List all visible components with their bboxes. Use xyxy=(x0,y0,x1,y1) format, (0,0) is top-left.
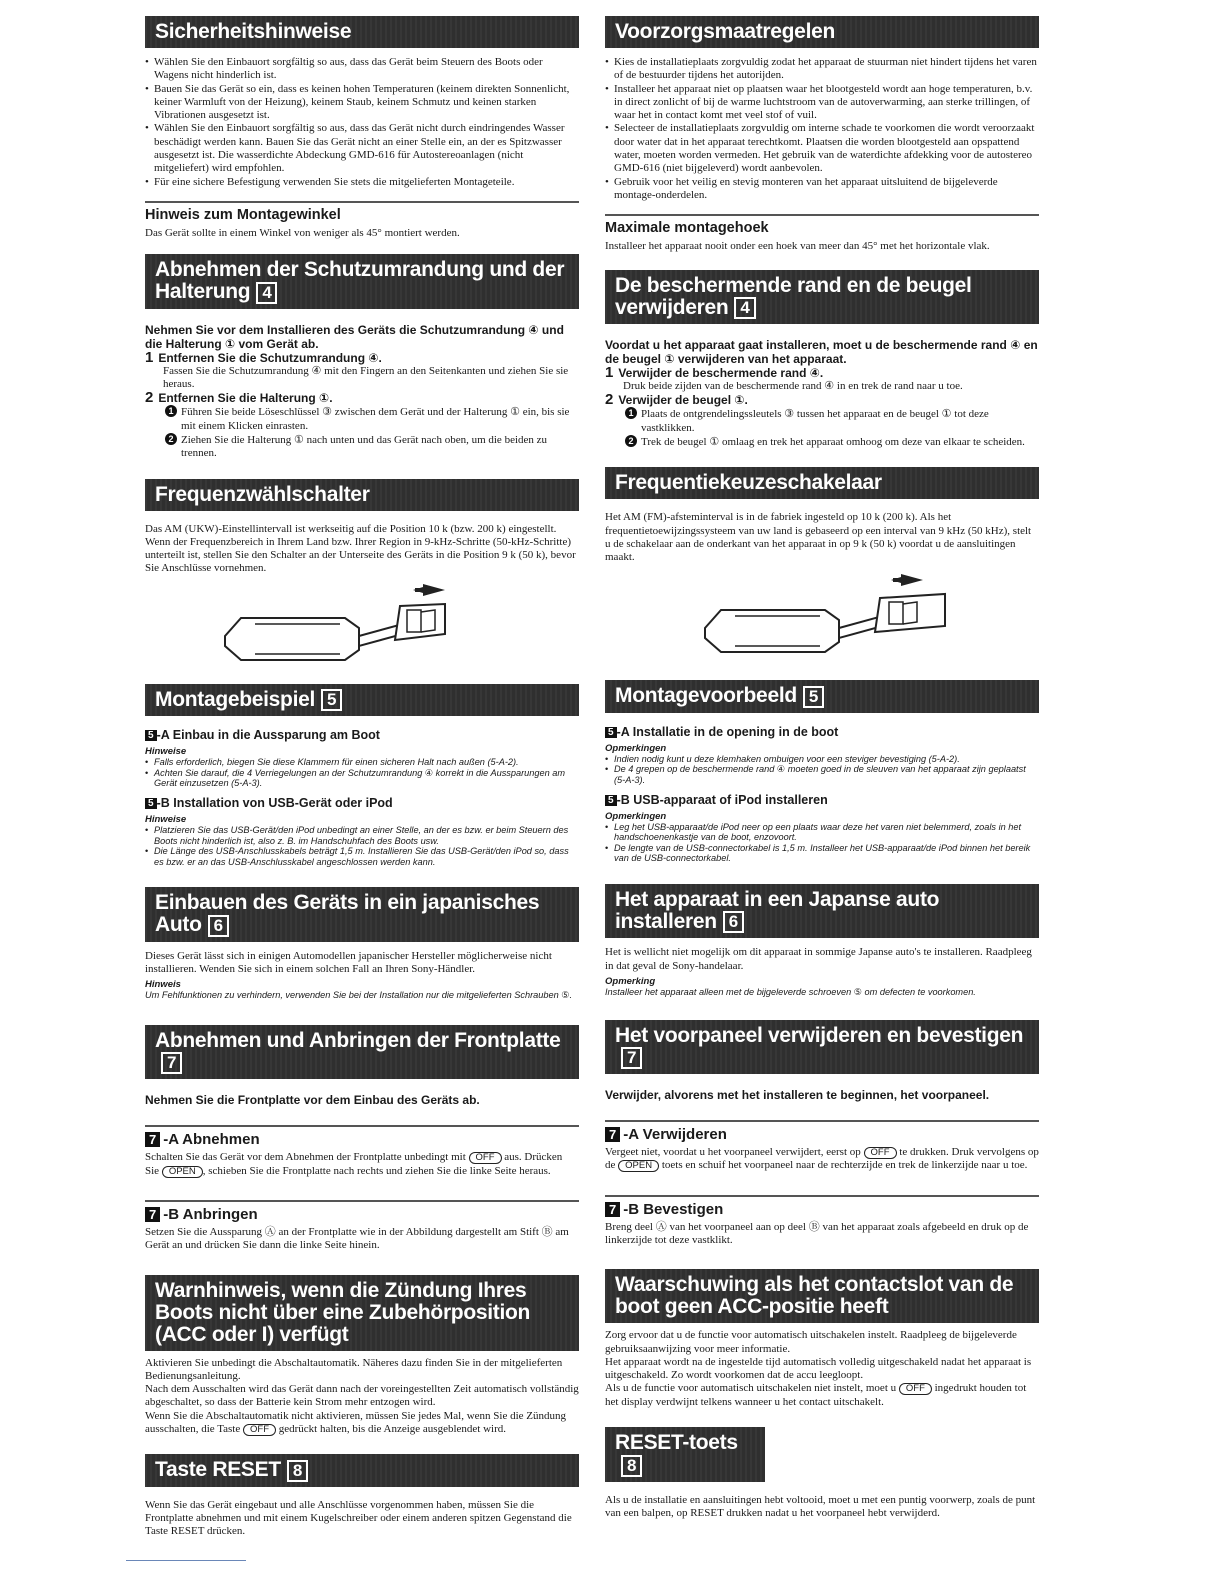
section-number-badge: 7 xyxy=(621,1047,642,1069)
paragraph: Aktivieren Sie unbedingt die Abschaltautomatik. Näheres dazu finden Sie in der mitgelieferten Bedienungsanleitung. xyxy=(145,1356,563,1382)
notes-heading: Opmerkingen xyxy=(605,810,667,822)
notes-list xyxy=(605,754,1039,786)
notes-heading: Hinweis xyxy=(145,979,181,991)
section-title-front-panel xyxy=(145,1025,579,1079)
list-item: • Für eine sichere Befestigung verwenden Sie stets die mitgelieferten Montageteile. xyxy=(145,176,579,189)
off-button-label: OFF xyxy=(243,1424,276,1436)
section-title-acc-warning xyxy=(605,1269,1039,1323)
subsection-title xyxy=(145,1125,579,1148)
section-title-acc-warning xyxy=(145,1275,579,1351)
substep-1 xyxy=(145,405,579,433)
notes-heading: Hinweise xyxy=(145,746,187,758)
section-title-remove-surround xyxy=(605,270,1039,324)
subsection-title-text: -B Bevestigen xyxy=(623,1200,724,1218)
section-title-text: Abnehmen der Schutzumrandung und der Halterung xyxy=(155,258,565,304)
footer-rule xyxy=(126,1560,246,1561)
list-item: • Selecteer de installatieplaats zorgvuldig om interne schade te voorkomen die wordt veroorzaakt door water dat in het apparaat terechtkomt. Plaatsen die worden blootgesteld aan opspattend water, moeten worden vermeden. Het gebruik van de waterdichte afdekking voor de autostereo GMD-616 (niet bijgeleverd) wordt aanbevolen. xyxy=(605,122,1039,175)
section-title-text: Warnhinweis, wenn die Zündung Ihres Boots nicht über eine Zubehörposition (ACC oder I) verfügt xyxy=(155,1278,531,1346)
paragraph: Dieses Gerät lässt sich in einigen Automodellen japanischer Hersteller möglicherweise nicht installieren. Wenden Sie sich in einem solchen Fall an Ihren Sony-Händler. xyxy=(145,949,552,976)
section-title-japanese-car xyxy=(605,884,1039,938)
section-title-text: Waarschuwing als het contactslot van de boot geen ACC-positie heeft xyxy=(615,1273,1014,1319)
heading-mounting-angle: Hinweis zum Montagewinkel xyxy=(145,201,579,223)
open-button-label: OPEN xyxy=(162,1166,203,1178)
figure-ref-badge: 7 xyxy=(145,1132,160,1147)
intro-text: Verwijder, alvorens met het installeren te beginnen, het voorpaneel. xyxy=(605,1088,990,1103)
substep-2 xyxy=(145,433,579,461)
step-2 xyxy=(605,393,1039,407)
note-text: Um Fehlfunktionen zu verhindern, verwenden Sie bei der Installation nur die mitgelieferten Schrauben ⑤. xyxy=(145,990,573,1001)
off-button-label: OFF xyxy=(864,1147,897,1159)
notes-list xyxy=(145,757,579,789)
paragraph: Installeer het apparaat nooit onder een hoek van meer dan 45° met het horizontale vlak. xyxy=(605,240,990,253)
section-number-badge: 6 xyxy=(208,915,229,937)
section-number-badge: 7 xyxy=(161,1052,182,1074)
text-run: aus. Drücken Sie xyxy=(145,1151,563,1177)
section-title-safety xyxy=(605,16,1039,48)
notes-list xyxy=(605,822,1039,864)
paragraph xyxy=(145,1410,579,1437)
step-1 xyxy=(145,348,579,366)
note-text: Installeer het apparaat alleen met de bijgeleverde schroeven ⑤ om defecten te voorkomen. xyxy=(605,987,976,998)
text-run: Vergeet niet, voordat u het voorpaneel verwijdert, eerst op xyxy=(605,1146,861,1159)
paragraph xyxy=(605,1146,1039,1173)
paragraph: Nach dem Ausschalten wird das Gerät dann nach der voreingestellten Zeit automatisch vollständig abgeschaltet, so dass der Batterie kein Strom mehr entzogen wird. xyxy=(145,1383,579,1409)
section-number-badge: 5 xyxy=(321,689,342,711)
list-item: • Achten Sie darauf, die 4 Verriegelungen an der Schutzumrandung ④ korrekt in die Aussparungen am Gerät einzusetzen (5-A-3). xyxy=(145,768,579,789)
section-title-safety xyxy=(145,16,579,48)
section-title-reset xyxy=(145,1454,579,1486)
paragraph: Wenn Sie das Gerät eingebaut und alle Anschlüsse vorgenommen haben, müssen Sie die Frontplatte abnehmen und mit einem Kugelschreiber oder einem anderen spitzen Gegenstand die Taste RESET drücken. xyxy=(145,1498,572,1538)
text-run: Wenn Sie die Abschaltautomatik nicht aktivieren, müssen Sie jedes Mal, wenn Sie die Zündung ausschalten, die Taste xyxy=(145,1409,567,1436)
substep-text: Trek de beugel ① omlaag en trek het apparaat omhoog om deze van elkaar te scheiden. xyxy=(641,435,1025,448)
subsection-title-text: -A Abnehmen xyxy=(163,1131,260,1149)
intro-text: Nehmen Sie die Frontplatte vor dem Einbau des Geräts ab. xyxy=(145,1093,480,1108)
subsection-title xyxy=(145,1200,579,1223)
safety-list xyxy=(145,56,579,189)
subsection-title-text: -B USB-apparaat of iPod installeren xyxy=(616,792,828,807)
section-number-badge: 5 xyxy=(803,686,824,708)
step-number: 2 xyxy=(145,389,154,407)
substep-text: Ziehen Sie die Halterung ① nach unten und das Gerät nach oben, um die beiden zu trennen. xyxy=(181,433,548,460)
list-item: • Gebruik voor het veilig en stevig monteren van het apparaat uitsluitend de bijgeleverde montage-onderdelen. xyxy=(605,176,1039,203)
subsection-title-text: -A Einbau in die Aussparung am Boot xyxy=(156,728,380,743)
step-number: 2 xyxy=(605,391,614,409)
step-1 xyxy=(605,366,1039,380)
section-title-text: De beschermende rand en de beugel verwijderen xyxy=(615,273,972,319)
paragraph: Het is wellicht niet mogelijk om dit apparaat in sommige Japanse auto's te installeren. Raadpleeg in dat geval de Sony-handelaar. xyxy=(605,946,1032,972)
text-run: toets en schuif het voorpaneel naar de rechterzijde en trek de linkerzijde naar u toe. xyxy=(661,1159,1028,1172)
section-title-text: Het apparaat in een Japanse auto installeren xyxy=(615,888,940,933)
section-title-text: RESET-toets xyxy=(615,1431,738,1455)
list-item: • Wählen Sie den Einbauort sorgfältig so aus, dass das Gerät beim Steuern des Boots oder Wagens nicht hinderlich ist. xyxy=(145,56,579,83)
circled-number: 1 xyxy=(165,405,177,417)
subsection-title xyxy=(145,796,579,811)
screwdriver-icon xyxy=(605,564,1039,676)
section-number-badge: 4 xyxy=(256,282,277,304)
subsection-title xyxy=(145,728,579,743)
list-item: • Leg het USB-apparaat/de iPod neer op een plaats waar deze het varen niet belemmerd, zoals in het handschoenenkastje van de boot, enzovoort. xyxy=(605,822,1039,843)
circled-number: 2 xyxy=(165,433,177,445)
text-run: te drukken. Druk vervolgens op de xyxy=(605,1146,1039,1172)
circled-number: 1 xyxy=(625,407,637,419)
section-number-badge: 8 xyxy=(621,1455,642,1477)
step-2 xyxy=(145,391,579,405)
paragraph: Das AM (UKW)-Einstellintervall ist werkseitig auf die Position 10 k (bzw. 200 k) eingestellt. Wenn der Frequenzbereich in Ihrem Land bzw. Ihrer Region in 9-kHz-Schritte (50-kHz-Schritte) unterteilt ist, stellen Sie den Schalter an der Unterseite des Geräts in die Position 9 k (50 k), bevor Sie Anschlüsse vornehmen. xyxy=(145,522,576,575)
section-title-mounting-example xyxy=(605,680,1039,712)
paragraph: Breng deel Ⓐ van het voorpaneel aan op deel Ⓑ van het apparaat zoals afgebeeld en druk op de linkerzijde tot deze vastklikt. xyxy=(605,1220,1029,1246)
step-title: Verwijder de beschermende rand ④. xyxy=(618,366,824,381)
section-title-front-panel xyxy=(605,1020,1039,1074)
step-title: Verwijder de beugel ①. xyxy=(618,393,748,408)
section-title-text: Montagevoorbeeld xyxy=(615,684,797,708)
section-title-japanese-car xyxy=(145,887,579,941)
notes-heading: Opmerking xyxy=(605,976,656,988)
notes-heading: Opmerkingen xyxy=(605,742,667,754)
heading-mounting-angle: Maximale montagehoek xyxy=(605,214,1039,236)
section-title-text: Voorzorgsmaatregelen xyxy=(615,20,836,43)
intro-text: Voordat u het apparaat gaat installeren, moet u de beschermende rand ④ en de beugel ① verwijderen van het apparaat. xyxy=(605,338,1038,367)
paragraph: Das Gerät sollte in einem Winkel von weniger als 45° montiert werden. xyxy=(145,226,460,239)
paragraph: Druk beide zijden van de beschermende rand ④ in en trek de rand naar u toe. xyxy=(623,380,963,393)
list-item: • Falls erforderlich, biegen Sie diese Klammern für einen sicheren Halt nach außen (5-A-2). xyxy=(145,757,579,768)
intro-text: Nehmen Sie vor dem Installieren des Geräts die Schutzumrandung ④ und die Halterung ① vom Gerät ab. xyxy=(145,322,564,351)
notes-list xyxy=(145,825,579,867)
section-title-frequency xyxy=(605,467,1039,499)
step-title: Entfernen Sie die Schutzumrandung ④. xyxy=(158,350,382,365)
dutch-column xyxy=(605,14,1039,1520)
section-title-remove-surround xyxy=(145,254,579,308)
section-number-badge: 6 xyxy=(723,911,744,933)
list-item: • Bauen Sie das Gerät so ein, dass es keinen hohen Temperaturen (keinem direkten Sonnenlicht, keiner Warmluft von der Heizung), keinem Staub, keinem Schmutz und keinen starken Vibrationen ausgesetzt ist. xyxy=(145,83,579,123)
notes-heading: Hinweise xyxy=(145,813,187,825)
list-item: • De 4 grepen op de beschermende rand ④ moeten goed in de sleuven van het apparaat zijn geplaatst (5-A-3). xyxy=(605,764,1039,785)
subsection-title-text: -A Verwijderen xyxy=(623,1126,727,1144)
figure-ref-badge: 5 xyxy=(605,795,617,806)
list-item: • Die Länge des USB-Anschlusskabels beträgt 1,5 m. Installieren Sie das USB-Gerät/den iPod so, dass es bzw. er an das USB-Anschlusskabel angeschlossen werden kann. xyxy=(145,846,579,867)
paragraph: Het apparaat wordt na de ingestelde tijd automatisch volledig uitgeschakeld nadat het apparaat is uitgeschakeld. Zo wordt voorkomen dat de accu leegloopt. xyxy=(605,1355,1032,1382)
paragraph xyxy=(605,1382,1039,1409)
substep-1 xyxy=(605,407,1039,435)
figure-ref-badge: 7 xyxy=(605,1202,620,1217)
substep-2 xyxy=(605,435,1039,449)
list-item: • De lengte van de USB-connectorkabel is 1,5 m. Installeer het USB-apparaat/de iPod binnen het bereik van de USB-connectorkabel. xyxy=(605,843,1039,864)
figure-ref-badge: 7 xyxy=(145,1207,160,1222)
step-title: Entfernen Sie die Halterung ①. xyxy=(158,391,333,406)
off-button-label: OFF xyxy=(899,1383,932,1395)
off-button-label: OFF xyxy=(469,1152,502,1164)
text-run: gedrückt halten, bis die Anzeige ausgeblendet wird. xyxy=(278,1423,507,1436)
section-title-mounting-example xyxy=(145,684,579,716)
section-title-text: Frequenzwählschalter xyxy=(155,482,370,506)
text-run: ingedrukt houden tot het display verdwijnt telkens wanneer u het contact uitschakelt. xyxy=(605,1382,1027,1408)
circled-number: 2 xyxy=(625,435,637,447)
section-title-text: Abnehmen und Anbringen der Frontplatte xyxy=(155,1028,561,1052)
subsection-title xyxy=(605,1120,1039,1143)
step-number: 1 xyxy=(145,348,154,366)
section-title-text: Het voorpaneel verwijderen en bevestigen xyxy=(615,1023,1024,1047)
section-title-text: Einbauen des Geräts in ein japanisches Auto xyxy=(155,891,540,937)
section-title-reset xyxy=(605,1427,765,1481)
section-title-text: Sicherheitshinweise xyxy=(155,20,352,43)
paragraph: Zorg ervoor dat u de functie voor automatisch uitschakelen instelt. Raadpleeg de bijgeleverde gebruiksaanwijzing voor meer informatie. xyxy=(605,1329,1017,1355)
paragraph xyxy=(145,1151,579,1178)
text-run: Schalten Sie das Gerät vor dem Abnehmen der Frontplatte unbedingt mit xyxy=(145,1151,466,1164)
subsection-title xyxy=(605,793,1039,808)
list-item: • Platzieren Sie das USB-Gerät/den iPod unbedingt an einer Stelle, an der es bzw. er beim Steuern des Boots nicht hinderlich ist, also z. B. im Handschuhfach des Boots usw. xyxy=(145,825,579,846)
open-button-label: OPEN xyxy=(618,1160,659,1172)
section-title-text: Taste RESET xyxy=(155,1458,281,1482)
subsection-title-text: -B Installation von USB-Gerät oder iPod xyxy=(156,795,393,810)
section-title-text: Montagebeispiel xyxy=(155,687,316,711)
section-title-text: Frequentiekeuzeschakelaar xyxy=(615,471,882,495)
figure-ref-badge: 5 xyxy=(605,727,617,738)
screwdriver-illustration xyxy=(145,576,579,684)
section-number-badge: 4 xyxy=(734,297,755,319)
step-number: 1 xyxy=(605,364,614,382)
list-item: • Wählen Sie den Einbauort sorgfältig so aus, dass das Gerät nicht durch eindringendes Wasser beschädigt werden kann. Bauen Sie das Gerät nicht an einer Stelle ein, an der es Spitzwasser ausgesetzt ist. Die wasserdichte Abdeckung GMD-616 für Autostereoanlagen (nicht mitgeliefert) wird empfohlen. xyxy=(145,122,579,175)
paragraph: Setzen Sie die Aussparung Ⓐ an der Frontplatte wie in der Abbildung dargestellt am Stift Ⓑ am Gerät an und drücken Sie dann die linke Seite hinein. xyxy=(145,1225,569,1252)
section-title-frequency xyxy=(145,479,579,511)
substep-text: Plaats de ontgrendelingssleutels ③ tussen het apparaat en de beugel ① tot deze vastklikken. xyxy=(641,408,989,434)
german-column xyxy=(145,14,579,1539)
paragraph: Als u de installatie en aansluitingen hebt voltooid, moet u met een puntig voorwerp, zoals de punt van een balpen, op RESET drukken nadat u het voorpaneel hebt verwijderd. xyxy=(605,1493,1036,1519)
subsection-title xyxy=(605,725,1039,740)
subsection-title xyxy=(605,1195,1039,1218)
safety-list xyxy=(605,56,1039,202)
text-run: , schieben Sie die Frontplatte nach rechts und ziehen Sie die linke Seite heraus. xyxy=(202,1164,551,1177)
list-item: • Kies de installatieplaats zorgvuldig zodat het apparaat de stuurman niet hindert tijdens het varen of de bestuurder tijdens het autorijden. xyxy=(605,56,1039,83)
screwdriver-icon xyxy=(145,576,579,684)
paragraph: Fassen Sie die Schutzumrandung ④ mit den Fingern an den Seitenkanten und ziehen Sie sie heraus. xyxy=(163,364,569,391)
subsection-title-text: -A Installatie in de opening in de boot xyxy=(616,724,839,739)
figure-ref-badge: 5 xyxy=(145,730,157,741)
screwdriver-illustration xyxy=(605,564,1039,676)
paragraph: Het AM (FM)-afsteminterval is in de fabriek ingesteld op 10 k (200 k). Als het frequentietoewijzingssysteem van uw land is gebaseerd op een interval van 9 kHz (50 kHz), stelt u de schakelaar aan de onderkant van het apparaat in op 9 k (50 k) voordat u de aansluitingen maakt. xyxy=(605,511,1032,564)
list-item: • Installeer het apparaat niet op plaatsen waar het blootgesteld wordt aan hoge temperaturen, b.v. in direct zonlicht of bij de warme luchtstroom van de autoverwarming, aan sterke trillingen, of waar het in contact komt met veel stof of vuil. xyxy=(605,83,1039,123)
substep-text: Führen Sie beide Löseschlüssel ③ zwischen dem Gerät und der Halterung ① ein, bis sie mit einem Klicken einrasten. xyxy=(181,406,570,432)
section-number-badge: 8 xyxy=(287,1460,308,1482)
figure-ref-badge: 5 xyxy=(145,798,157,809)
figure-ref-badge: 7 xyxy=(605,1127,620,1142)
list-item: • Indien nodig kunt u deze klemhaken ombuigen voor een steviger bevestiging (5-A-2). xyxy=(605,754,1039,765)
text-run: Als u de functie voor automatisch uitschakelen niet instelt, moet u xyxy=(605,1382,897,1395)
subsection-title-text: -B Anbringen xyxy=(163,1205,258,1223)
